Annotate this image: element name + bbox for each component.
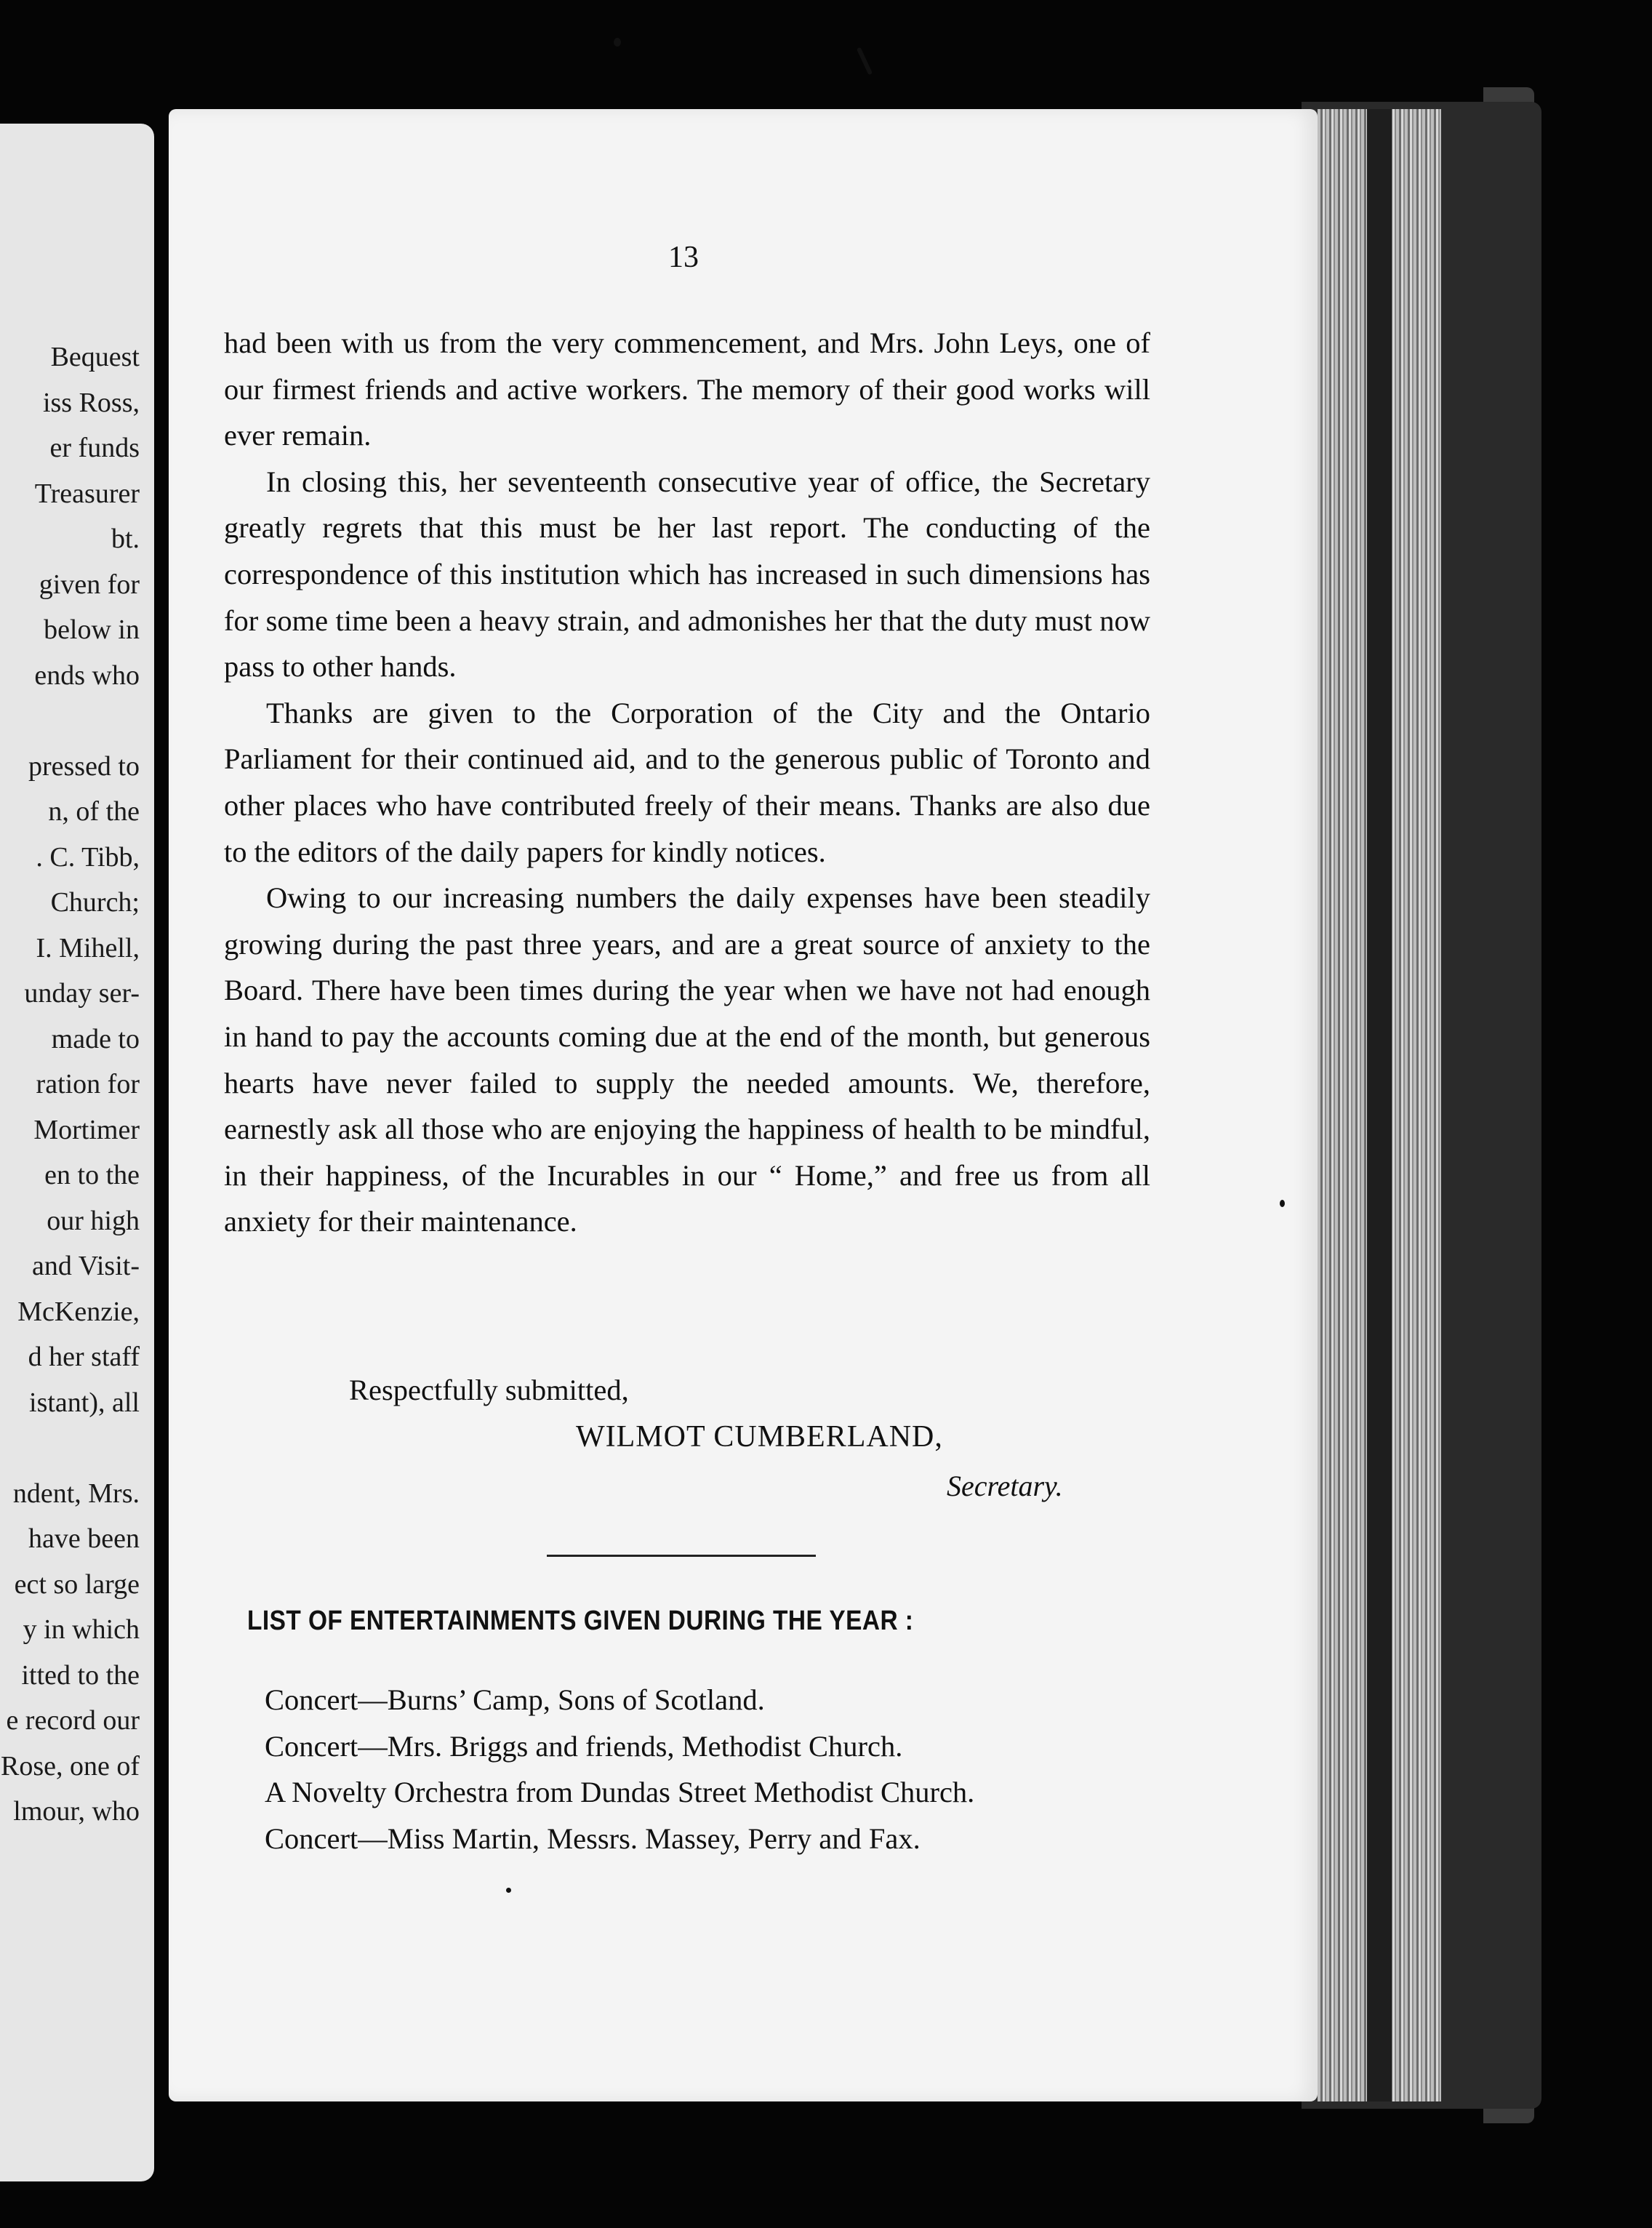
left-line: have been xyxy=(28,1523,140,1554)
scan-speck xyxy=(857,47,873,76)
paragraph: In closing this, her seventeenth consecutive year of office, the Secretary greatly regrets that this must be her last report. The conducting of the correspondence of this institution which has increased in such dimensions has for some time been a heavy strain, and admonishes her that the duty must now pass to other hands. xyxy=(224,465,1150,684)
entertainments-list xyxy=(265,1677,974,1862)
section-divider xyxy=(547,1555,816,1557)
left-line: and Visit- xyxy=(32,1251,140,1281)
left-line: bt. xyxy=(111,524,140,554)
list-item: Concert—Mrs. Briggs and friends, Methodist Church. xyxy=(265,1729,903,1763)
left-line: pressed to xyxy=(28,750,140,782)
page-edge-shadow xyxy=(1367,109,1392,2101)
left-line: made to xyxy=(51,1023,140,1054)
left-line: ration for xyxy=(36,1069,140,1099)
list-heading: LIST OF ENTERTAINMENTS GIVEN DURING THE YEAR : xyxy=(247,1606,914,1636)
left-line: ect so large xyxy=(14,1568,140,1600)
left-line: iss Ross, xyxy=(42,387,140,418)
left-line: our high xyxy=(47,1205,140,1236)
left-line: ends who xyxy=(34,660,140,691)
left-facing-page xyxy=(0,124,154,2181)
left-line: istant), all xyxy=(29,1387,140,1418)
left-page-text xyxy=(0,334,140,1835)
scan-speck xyxy=(1280,1200,1285,1207)
left-line: d her staff xyxy=(28,1342,140,1372)
left-line: Treasurer xyxy=(34,478,140,509)
list-item: Concert—Miss Martin, Messrs. Massey, Perry and Fax. xyxy=(265,1822,921,1855)
scan-speck xyxy=(506,1888,511,1893)
body-text xyxy=(224,320,1150,1245)
paragraph: Owing to our increasing numbers the daily expenses have been steadily growing during the past three years, and are a great source of anxiety to the Board. There have been times during the year when we have not had enough in hand to pay the accounts coming due at the end of the month, but generous hearts have never failed to supply the needed amounts. We, therefore, earnestly ask all those who are enjoying the happiness of health to be mindful, in their happiness, of the Incurables in our “ Home,” and free us from all anxiety for their maintenance. xyxy=(224,881,1150,1238)
left-line: . C. Tibb, xyxy=(36,841,140,873)
signoff: Respectfully submitted, xyxy=(349,1374,629,1406)
left-line: e record our xyxy=(6,1705,140,1736)
left-line: n, of the xyxy=(48,796,140,827)
left-line: given for xyxy=(39,569,140,600)
signer-name: WILMOT CUMBERLAND, xyxy=(576,1420,943,1454)
left-line: below in xyxy=(44,614,140,645)
left-line: itted to the xyxy=(21,1659,140,1691)
paragraph: Thanks are given to the Corporation of the City and the Ontario Parliament for their continued aid, and to the generous public of Toronto and other places who have contributed freely of their means. Thanks are also due to the editors of the daily papers for kindly notices. xyxy=(224,696,1150,868)
left-line: lmour, who xyxy=(13,1796,140,1827)
paragraph: had been with us from the very commencement, and Mrs. John Leys, one of our firmest friends and active workers. The memory of their good works will ever remain. xyxy=(224,326,1150,452)
left-line: ndent, Mrs. xyxy=(12,1478,140,1509)
signer-title: Secretary. xyxy=(947,1470,1063,1502)
scan-speck xyxy=(614,38,621,47)
list-item: Concert—Burns’ Camp, Sons of Scotland. xyxy=(265,1683,765,1716)
left-line: Bequest xyxy=(50,342,140,372)
left-line xyxy=(0,698,140,744)
left-line: Mortimer xyxy=(33,1114,140,1145)
left-line: en to the xyxy=(44,1160,140,1190)
left-line: McKenzie, xyxy=(17,1296,140,1327)
left-line: unday ser- xyxy=(24,978,140,1009)
list-item: A Novelty Orchestra from Dundas Street Methodist Church. xyxy=(265,1776,975,1809)
left-line xyxy=(0,1425,140,1471)
left-line: er funds xyxy=(49,433,140,463)
left-line: Rose, one of xyxy=(0,1750,140,1782)
left-line: y in which xyxy=(23,1614,140,1645)
page-number: 13 xyxy=(668,241,699,274)
left-line: I. Mihell, xyxy=(36,932,140,963)
left-line: Church; xyxy=(50,887,140,918)
